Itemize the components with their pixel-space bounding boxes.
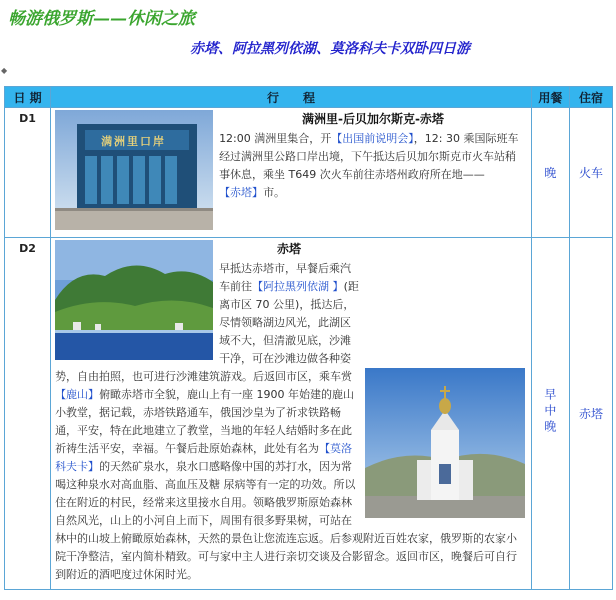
itinerary-text: 早抵达赤塔市，早餐后乘汽车前往: [219, 262, 352, 293]
day-cell: D1: [5, 108, 51, 238]
meal-cell: 晚: [531, 108, 569, 238]
stay-cell: 火车: [569, 108, 612, 238]
stay-cell: 赤塔: [569, 238, 612, 590]
page-subtitle: 赤塔、阿拉黑列依湖、莫洛科夫卡双卧四日游: [190, 41, 470, 57]
itinerary-text: (距离市区 70 公里)，抵达后，尽情领略湖边风光，此湖区域不大，但清澈见底，沙滩干净，可在沙滩边做各种姿势，自由拍照，也可进行沙滩建筑游戏。后返回市区，乘车赏: [55, 280, 359, 383]
itinerary-text: 俯瞰赤塔市全貌，鹿山上有一座 1900 年始建的鹿山小教堂，据记载，赤塔铁路通车，俄国沙皇为了祈求铁路畅通，平安，特在此地建立了教堂，当地的年轻人结婚时多在此祈祷生活平安，幸福。午餐后赴原始森林，此处有名为: [55, 388, 355, 455]
itinerary-text: 市。: [263, 186, 286, 199]
header-itinerary: 行 程: [51, 87, 532, 108]
highlight-chita: 【赤塔】: [219, 186, 264, 199]
itinerary-cell: [51, 108, 532, 238]
highlight-molokovka: 【莫洛科夫卡】: [55, 442, 353, 473]
itinerary-text: 12:00 满洲里集合，开: [219, 132, 332, 145]
header-meal: 用餐: [531, 87, 569, 108]
itinerary-cell: [51, 238, 532, 590]
table-row-d1: [5, 108, 613, 238]
day-cell: D2: [5, 238, 51, 590]
table-row-d2: [5, 238, 613, 590]
highlight-deer-hill: 【鹿山】: [55, 388, 100, 401]
itinerary-table: [4, 86, 613, 590]
meal-value: 早中晚: [542, 388, 557, 436]
photo-caption: 满洲里口岸: [101, 135, 167, 148]
header-stay: 住宿: [569, 87, 612, 108]
day-heading: 赤塔: [276, 242, 301, 256]
header-day: 日 期: [5, 87, 51, 108]
highlight-lake: 【阿拉黑列依湖 】: [252, 280, 344, 293]
meal-cell: [531, 238, 569, 590]
highlight-briefing: 【出国前说明会】: [331, 132, 414, 145]
day-heading: 满洲里-后贝加尔斯克-赤塔: [301, 112, 444, 126]
church-photo: [365, 368, 525, 518]
lake-photo: [55, 240, 213, 360]
itinerary-text: 的天然矿泉水，泉水口感略像中国的苏打水，因为常喝这种泉水对高血脂、高血压及糖 尿病等有一定的功效。所以住在附近的村民，经常来这里接水自用。领略俄罗斯原始森林自然风光，山上的小河自上而下，周围有很多野果树，可站在林中的山坡上俯瞰原始森林，天然的景色让您流连忘返。后参观附近百姓农家，俄罗斯的农家小院干净整洁，室内简朴精致。可与家中主人进行亲切交谈及合影留念。返回市区，晚餐后可自行到附近的酒吧度过休闲时光。: [55, 460, 518, 581]
border-station-photo: [55, 110, 213, 230]
page-title: 畅游俄罗斯——休闲之旅: [8, 9, 195, 29]
table-header-row: [5, 87, 613, 108]
anchor-icon: ◆: [1, 66, 8, 75]
itinerary-text: ，12: 30 乘国际班车经过满洲里公路口岸出境，下午抵达后贝加尔斯克市火车站稍事休息，乘坐 T649 次火车前往赤塔州政府所在地——: [219, 132, 519, 181]
